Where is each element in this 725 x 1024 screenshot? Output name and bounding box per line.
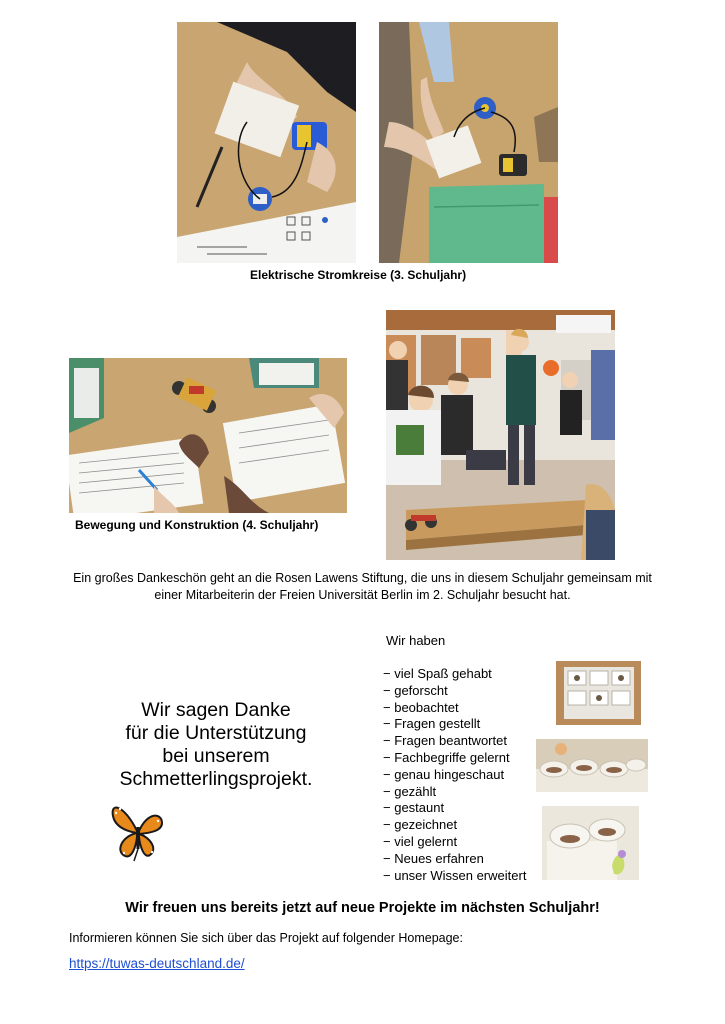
list-item: − Fragen gestellt xyxy=(383,716,526,733)
list-item: − unser Wissen erweitert xyxy=(383,868,526,885)
list-item: − Fragen beantwortet xyxy=(383,733,526,750)
list-item: − gezeichnet xyxy=(383,817,526,834)
list-item: − Fachbegriffe gelernt xyxy=(383,750,526,767)
list-item: − gezählt xyxy=(383,784,526,801)
list-item: − geforscht xyxy=(383,683,526,700)
list-item: − beobachtet xyxy=(383,700,526,717)
caption-stromkreise: Elektrische Stromkreise (3. Schuljahr) xyxy=(250,268,467,282)
danke-text xyxy=(100,699,332,791)
list-item: − Neues erfahren xyxy=(383,851,526,868)
wir-haben-list xyxy=(383,666,526,884)
danke-line: bei unserem xyxy=(162,745,270,767)
wir-haben-heading: Wir haben xyxy=(386,633,446,648)
homepage-link[interactable]: https://tuwas-deutschland.de/ xyxy=(69,956,245,971)
photo-cups-drawing xyxy=(542,806,639,880)
list-item: − viel gelernt xyxy=(383,834,526,851)
photo-classroom-ramp xyxy=(386,310,615,560)
butterfly-icon xyxy=(110,801,165,863)
thanks-paragraph: Ein großes Dankeschön geht an die Rosen Lawens Stiftung, die uns in diesem Schuljahr gemeinsam mit einer Mitarbeiterin der Freien Universität Berlin im 2. Schuljahr besucht hat. xyxy=(73,571,652,602)
photo-caterpillar-cups xyxy=(536,739,648,792)
photo-circuit-experiment-1 xyxy=(177,22,356,263)
danke-line: für die Unterstützung xyxy=(125,722,307,744)
danke-line: Schmetterlingsprojekt. xyxy=(119,768,313,790)
info-text: Informieren können Sie sich über das Projekt auf folgender Homepage: xyxy=(69,931,463,945)
list-item: − viel Spaß gehabt xyxy=(383,666,526,683)
photo-construction-car xyxy=(69,358,347,513)
photo-circuit-experiment-2 xyxy=(379,22,558,263)
list-item: − genau hingeschaut xyxy=(383,767,526,784)
caption-bewegung: Bewegung und Konstruktion (4. Schuljahr) xyxy=(75,518,319,532)
danke-line: Wir sagen Danke xyxy=(141,699,291,721)
list-item: − gestaunt xyxy=(383,800,526,817)
closing-statement: Wir freuen uns bereits jetzt auf neue Projekte im nächsten Schuljahr! xyxy=(125,900,600,916)
photo-butterfly-cups-grid xyxy=(556,661,641,725)
